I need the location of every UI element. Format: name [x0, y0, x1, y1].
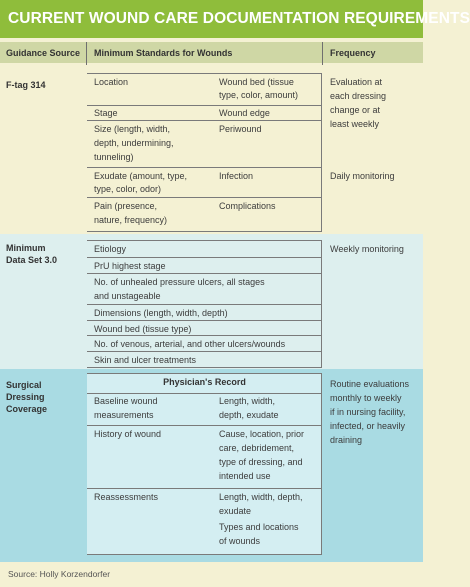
cell: Exudate (amount, type,	[94, 171, 188, 181]
divider	[87, 488, 322, 489]
cell: Size (length, width,	[94, 124, 171, 134]
page-title: CURRENT WOUND CARE DOCUMENTATION REQUIREMENTS	[8, 10, 470, 27]
divider	[87, 105, 322, 106]
cell: monthly to weekly	[330, 393, 402, 403]
title-bar	[0, 0, 470, 38]
header-guidance-source: Guidance Source	[6, 47, 81, 58]
ftag-label: F-tag 314	[6, 80, 46, 90]
mds-row-skin: Skin and ulcer treatments	[94, 355, 197, 365]
cell: draining	[330, 435, 363, 445]
cell: Reassessments	[94, 492, 159, 502]
cell: Location	[94, 77, 129, 87]
mds-row-dimensions: Dimensions (length, width, depth)	[94, 308, 228, 318]
mds-row-unhealed: No. of unhealed pressure ulcers, all stages	[94, 277, 265, 287]
divider	[87, 273, 322, 274]
header-minimum-standards: Minimum Standards for Wounds	[94, 47, 233, 58]
mds-row-etiology: Etiology	[94, 244, 127, 254]
cell: depth, undermining,	[94, 138, 174, 148]
table-header-row	[0, 42, 423, 63]
cell: if in nursing facility,	[330, 407, 406, 417]
physicians-record-title: Physician's Record	[163, 377, 246, 387]
divider	[87, 257, 322, 258]
mds-row-unhealed-cont: and unstageable	[94, 291, 161, 301]
divider	[87, 167, 322, 168]
mds-row-wound-bed: Wound bed (tissue type)	[94, 324, 192, 334]
cell: of wounds	[219, 536, 261, 546]
cell: type, color, amount)	[219, 90, 299, 100]
surgical-label-line1: Surgical	[6, 380, 42, 390]
cell: Routine evaluations	[330, 379, 410, 389]
cell: infected, or heavily	[330, 421, 406, 431]
cell: Types and locations	[219, 522, 299, 532]
mds-row-venous: No. of venous, arterial, and other ulcers/wounds	[94, 339, 286, 349]
divider	[87, 320, 322, 321]
divider	[87, 120, 322, 121]
mds-label-line1: Minimum	[6, 243, 46, 253]
cell: Complications	[219, 201, 276, 211]
divider	[87, 351, 322, 352]
cell: Stage	[94, 108, 118, 118]
section-mds	[0, 234, 423, 369]
cell: Wound bed (tissue	[219, 77, 294, 87]
cell: depth, exudate	[219, 410, 279, 420]
divider	[87, 197, 322, 198]
cell: Baseline wound	[94, 396, 158, 406]
divider	[87, 425, 322, 426]
cell: each dressing	[330, 91, 387, 101]
cell: least weekly	[330, 119, 380, 129]
cell: History of wound	[94, 429, 162, 439]
section-ftag	[0, 65, 423, 234]
surgical-label-line2: Dressing	[6, 392, 45, 402]
cell: tunneling)	[94, 152, 134, 162]
cell: Pain (presence,	[94, 201, 158, 211]
divider	[87, 393, 322, 394]
cell: Wound edge	[219, 108, 270, 118]
cell: Infection	[219, 171, 254, 181]
cell: type of dressing, and	[219, 457, 303, 467]
cell: exudate	[219, 506, 252, 516]
surgical-label-line3: Coverage	[6, 404, 48, 414]
cell: Evaluation at	[330, 77, 383, 87]
header-frequency: Frequency	[330, 47, 376, 58]
cell: Length, width,	[219, 396, 276, 406]
cell: Daily monitoring	[330, 171, 395, 181]
cell: measurements	[94, 410, 154, 420]
cell: Cause, location, prior	[219, 429, 305, 439]
cell: intended use	[219, 471, 271, 481]
cell: care, debridement,	[219, 443, 295, 453]
section-surgical	[0, 369, 423, 562]
cell: nature, frequency)	[94, 215, 168, 225]
cell: type, color, odor)	[94, 184, 162, 194]
cell: Periwound	[219, 124, 262, 134]
mds-row-pru: PrU highest stage	[94, 261, 166, 271]
divider	[87, 304, 322, 305]
source-credit: Source: Holly Korzendorfer	[8, 569, 111, 579]
cell: change or at	[330, 105, 381, 115]
mds-frequency: Weekly monitoring	[330, 244, 404, 254]
mds-label-line2: Data Set 3.0	[6, 255, 58, 265]
cell: Length, width, depth,	[219, 492, 303, 502]
